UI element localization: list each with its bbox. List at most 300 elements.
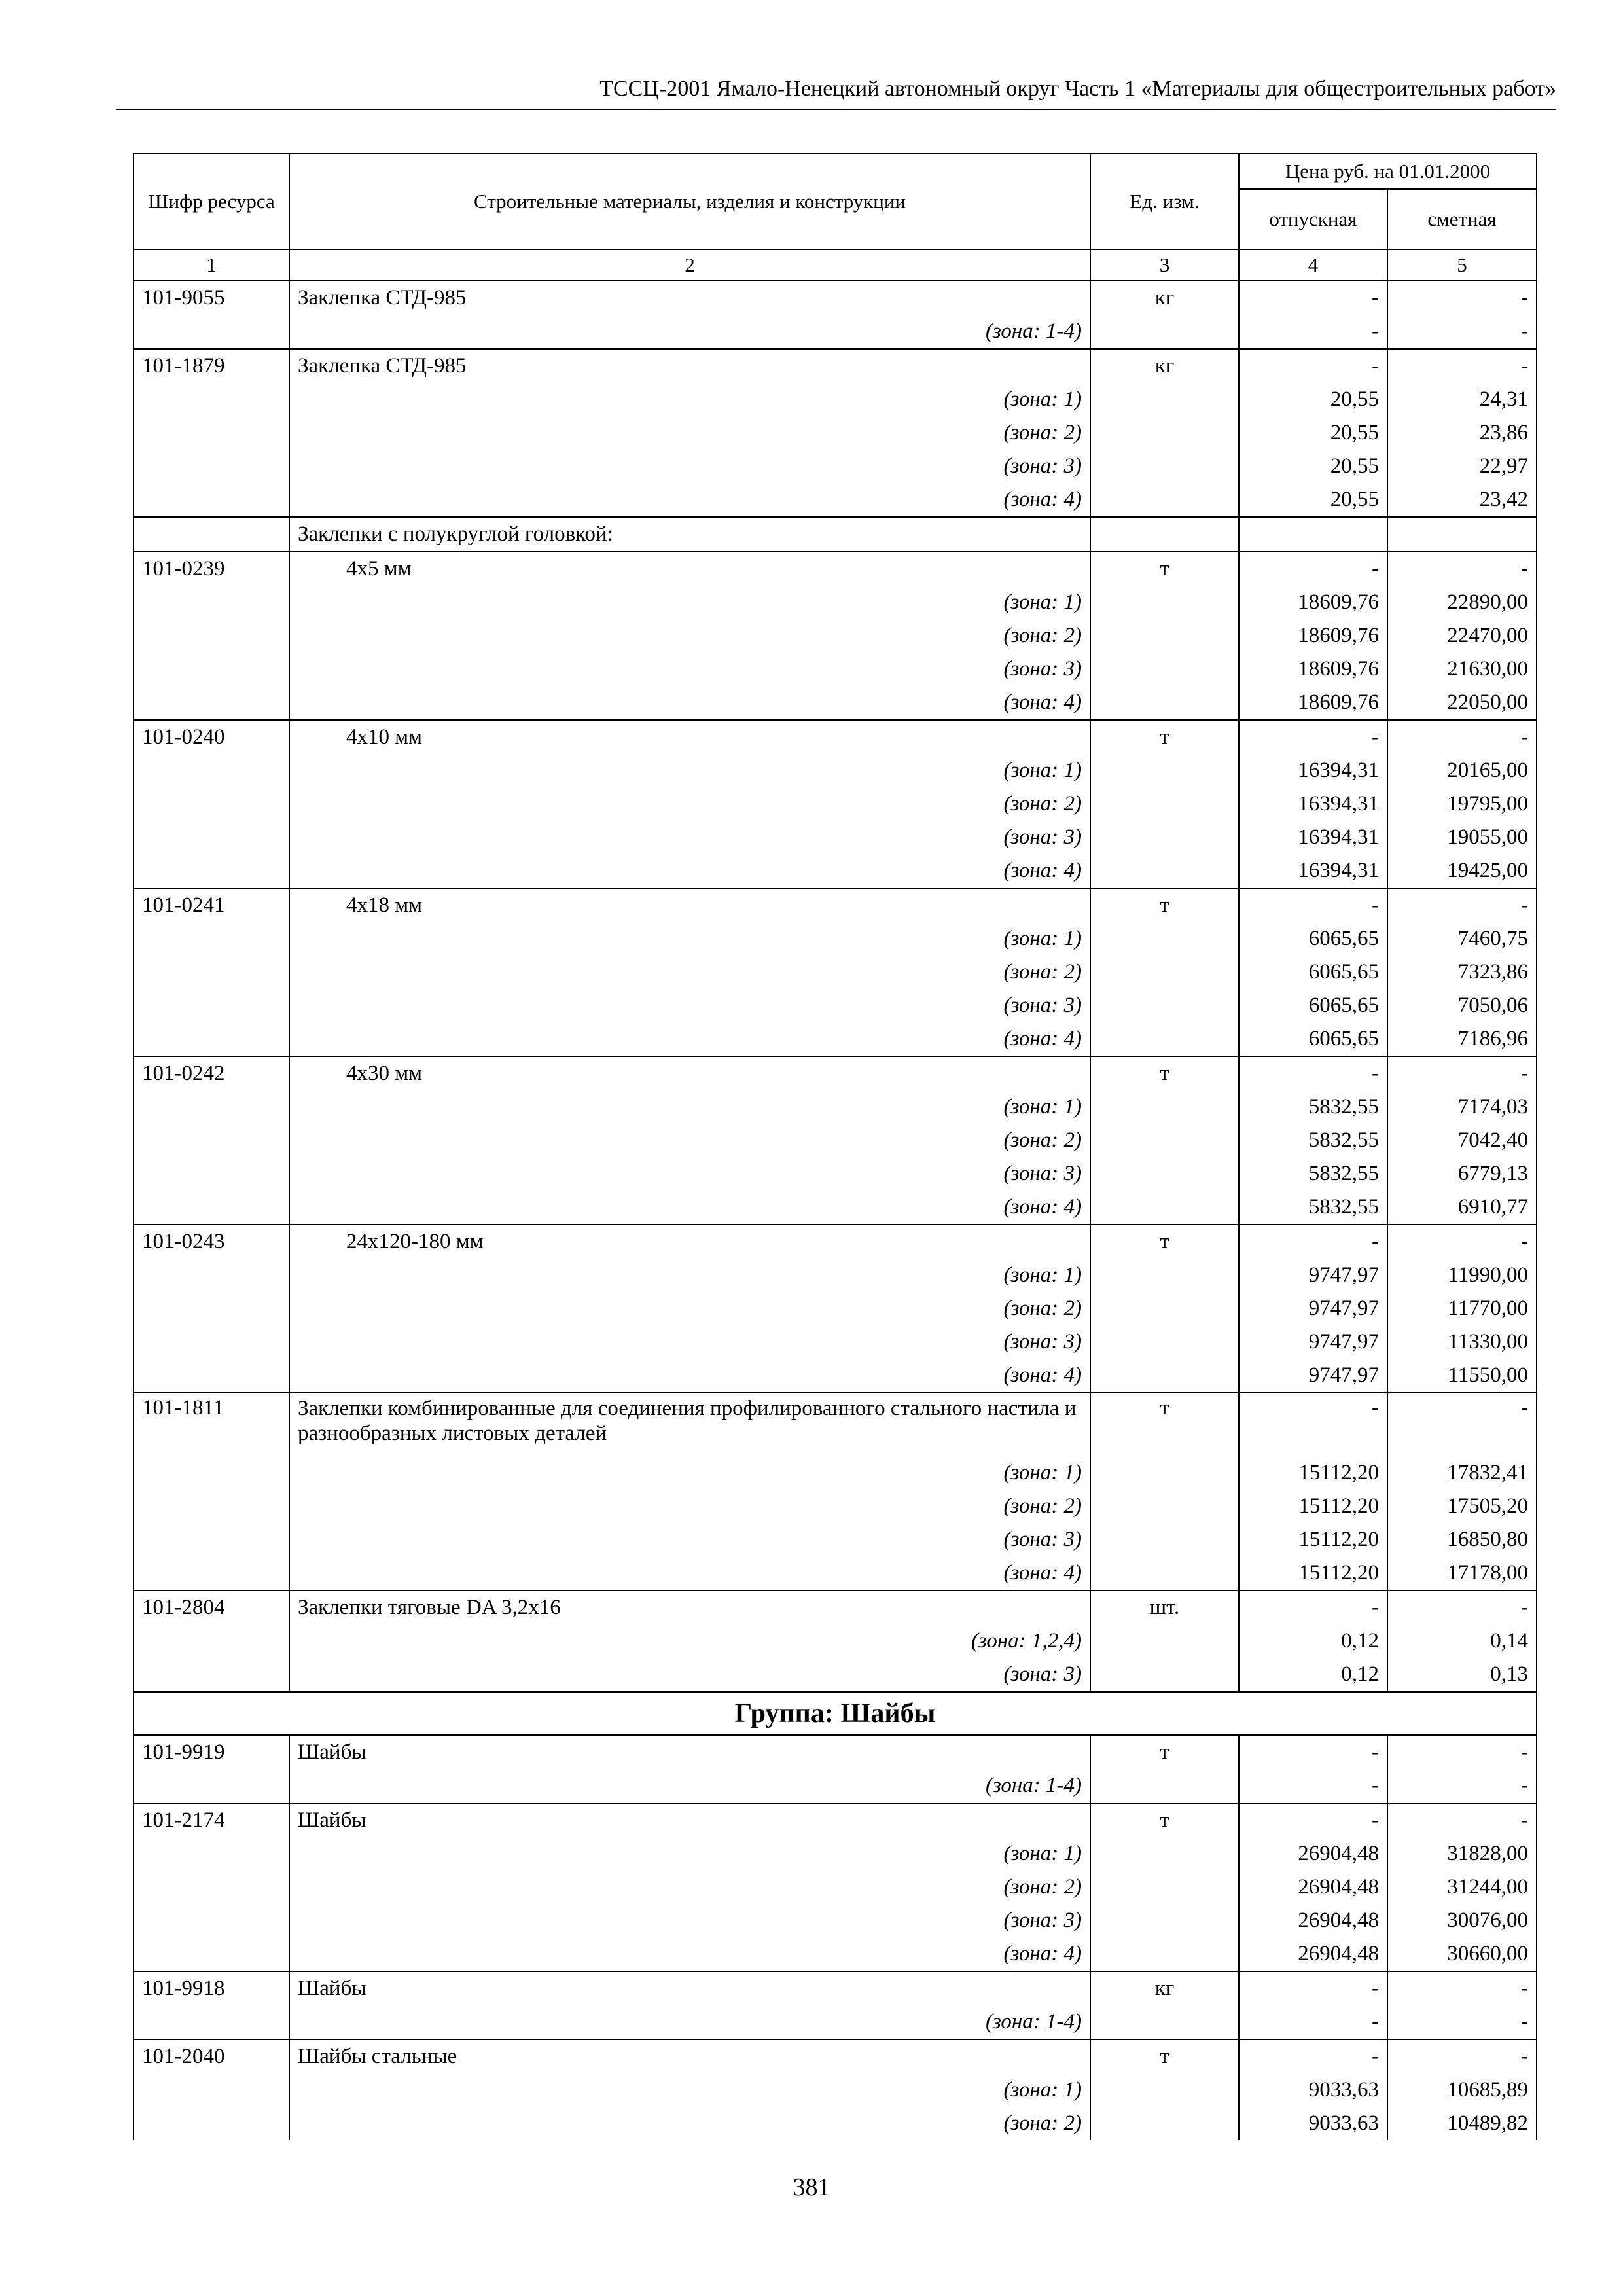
- estimate-price: 16850,80: [1387, 1523, 1537, 1556]
- material-name: [289, 1056, 1090, 1090]
- unit-cell: т: [1090, 1056, 1239, 1090]
- release-price: 9747,97: [1239, 1259, 1387, 1292]
- resource-code: [134, 754, 289, 787]
- release-price: 16394,31: [1239, 854, 1387, 888]
- group-heading: Группа: Шайбы: [134, 1692, 1537, 1735]
- zone-label: (зона: 1): [289, 1456, 1090, 1490]
- zone-label: (зона: 2): [289, 956, 1090, 989]
- material-name-text: 4х5 мм: [346, 557, 412, 581]
- resource-code: 101-1811: [134, 1393, 289, 1456]
- resource-code: 101-0239: [134, 552, 289, 586]
- zone-row: [134, 1090, 1537, 1124]
- resource-code: 101-2174: [134, 1803, 289, 1837]
- release-price: -: [1239, 1056, 1387, 1090]
- header-name: Строительные материалы, изделия и конструкции: [289, 154, 1090, 249]
- zone-label: (зона: 1): [289, 922, 1090, 956]
- release-price: 9747,97: [1239, 1325, 1387, 1359]
- header-col-number: 4: [1239, 249, 1387, 281]
- estimate-price: 17178,00: [1387, 1556, 1537, 1590]
- resource-code: [134, 1456, 289, 1490]
- zone-row: [134, 1022, 1537, 1056]
- zone-label: (зона: 4): [289, 854, 1090, 888]
- material-name: Шайбы: [289, 1735, 1090, 1769]
- resource-code: [134, 821, 289, 854]
- zone-label: (зона: 1-4): [289, 315, 1090, 349]
- unit-cell: кг: [1090, 1971, 1239, 2005]
- zone-label: (зона: 3): [289, 1157, 1090, 1191]
- zone-label: (зона: 1,2,4): [289, 1624, 1090, 1658]
- unit-cell: т: [1090, 720, 1239, 754]
- release-price: 6065,65: [1239, 956, 1387, 989]
- unit-cell: [1090, 383, 1239, 416]
- header-unit: Ед. изм.: [1090, 154, 1239, 249]
- unit-cell: [1090, 1359, 1239, 1393]
- unit-cell: [1090, 854, 1239, 888]
- unit-cell: т: [1090, 1735, 1239, 1769]
- zone-row: [134, 1769, 1537, 1803]
- resource-code: [134, 1090, 289, 1124]
- estimate-price: -: [1387, 315, 1537, 349]
- estimate-price: -: [1387, 1056, 1537, 1090]
- estimate-price: 19425,00: [1387, 854, 1537, 888]
- zone-row: [134, 686, 1537, 720]
- resource-code: [134, 686, 289, 720]
- unit-cell: т: [1090, 1225, 1239, 1259]
- table-row: [134, 1590, 1537, 1624]
- unit-cell: [1090, 1325, 1239, 1359]
- resource-code: [134, 619, 289, 653]
- resource-code: 101-0242: [134, 1056, 289, 1090]
- estimate-price: 22890,00: [1387, 586, 1537, 619]
- zone-label: (зона: 1): [289, 2073, 1090, 2107]
- unit-cell: [1090, 821, 1239, 854]
- resource-code: [134, 787, 289, 821]
- zone-row: [134, 2107, 1537, 2140]
- resource-code: [134, 1191, 289, 1225]
- resource-code: [134, 1359, 289, 1393]
- zone-row: [134, 1292, 1537, 1325]
- table-row: [134, 552, 1537, 586]
- estimate-price: 22050,00: [1387, 686, 1537, 720]
- resource-code: 101-0243: [134, 1225, 289, 1259]
- release-price: 20,55: [1239, 483, 1387, 517]
- resource-code: [134, 1124, 289, 1157]
- zone-label: (зона: 3): [289, 1658, 1090, 1692]
- unit-cell: [1090, 1090, 1239, 1124]
- unit-cell: [1090, 956, 1239, 989]
- resource-code: 101-1879: [134, 349, 289, 383]
- resource-code: [134, 315, 289, 349]
- release-price: -: [1239, 1803, 1387, 1837]
- resource-code: [134, 1490, 289, 1523]
- unit-cell: [1090, 450, 1239, 483]
- zone-label: (зона: 3): [289, 1523, 1090, 1556]
- zone-label: (зона: 2): [289, 1124, 1090, 1157]
- table-row: [134, 1735, 1537, 1769]
- zone-row: [134, 1556, 1537, 1590]
- resource-code: [134, 1904, 289, 1937]
- estimate-price: -: [1387, 552, 1537, 586]
- estimate-price: 30076,00: [1387, 1904, 1537, 1937]
- zone-label: (зона: 2): [289, 1292, 1090, 1325]
- resource-code: [134, 2107, 289, 2140]
- release-price: 15112,20: [1239, 1523, 1387, 1556]
- zone-row: [134, 416, 1537, 450]
- zone-label: (зона: 3): [289, 450, 1090, 483]
- zone-label: (зона: 1): [289, 1090, 1090, 1124]
- resource-code: 101-2804: [134, 1590, 289, 1624]
- release-price: -: [1239, 1735, 1387, 1769]
- zone-row: [134, 854, 1537, 888]
- material-name: [289, 888, 1090, 922]
- unit-cell: кг: [1090, 349, 1239, 383]
- release-price: 20,55: [1239, 383, 1387, 416]
- zone-row: [134, 922, 1537, 956]
- material-name: Шайбы: [289, 1971, 1090, 2005]
- unit-cell: [1090, 1658, 1239, 1692]
- release-price: -: [1239, 888, 1387, 922]
- table-header: [134, 154, 1537, 281]
- unit-cell: [1090, 1769, 1239, 1803]
- zone-row: [134, 483, 1537, 517]
- unit-cell: [1090, 315, 1239, 349]
- zone-label: (зона: 1): [289, 754, 1090, 787]
- zone-row: [134, 1937, 1537, 1971]
- release-price: -: [1239, 720, 1387, 754]
- unit-cell: шт.: [1090, 1590, 1239, 1624]
- release-price: 26904,48: [1239, 1937, 1387, 1971]
- zone-row: [134, 1124, 1537, 1157]
- unit-cell: т: [1090, 888, 1239, 922]
- resource-code: [134, 1769, 289, 1803]
- release-price: 9033,63: [1239, 2107, 1387, 2140]
- release-price: 0,12: [1239, 1624, 1387, 1658]
- estimate-price: 17832,41: [1387, 1456, 1537, 1490]
- zone-label: (зона: 4): [289, 1191, 1090, 1225]
- resource-code: [134, 383, 289, 416]
- estimate-price: 10685,89: [1387, 2073, 1537, 2107]
- estimate-price: 31244,00: [1387, 1871, 1537, 1904]
- zone-label: (зона: 2): [289, 416, 1090, 450]
- unit-cell: [1090, 1191, 1239, 1225]
- resource-code: [134, 989, 289, 1022]
- unit-cell: т: [1090, 2039, 1239, 2073]
- estimate-price: 22,97: [1387, 450, 1537, 483]
- estimate-price: 7174,03: [1387, 1090, 1537, 1124]
- unit-cell: [1090, 2073, 1239, 2107]
- zone-row: [134, 956, 1537, 989]
- zone-label: (зона: 2): [289, 2107, 1090, 2140]
- release-price: 15112,20: [1239, 1490, 1387, 1523]
- estimate-price: 7323,86: [1387, 956, 1537, 989]
- estimate-price: 21630,00: [1387, 653, 1537, 686]
- release-price: -: [1239, 2039, 1387, 2073]
- page-number: 381: [793, 2174, 830, 2201]
- header-release-price: отпускная: [1239, 189, 1387, 249]
- material-name: [289, 720, 1090, 754]
- release-price: 20,55: [1239, 416, 1387, 450]
- group-heading-row: [134, 1692, 1537, 1735]
- resource-code: [134, 483, 289, 517]
- table-body: [134, 281, 1537, 2140]
- resource-code: [134, 416, 289, 450]
- resource-code: [134, 653, 289, 686]
- unit-cell: [1090, 619, 1239, 653]
- release-price: 0,12: [1239, 1658, 1387, 1692]
- resource-code: [134, 450, 289, 483]
- unit-cell: кг: [1090, 281, 1239, 315]
- zone-label: (зона: 4): [289, 483, 1090, 517]
- zone-label: (зона: 1): [289, 1837, 1090, 1871]
- estimate-price: -: [1387, 2005, 1537, 2039]
- zone-row: [134, 1456, 1537, 1490]
- release-price: 5832,55: [1239, 1157, 1387, 1191]
- unit-cell: [1090, 1624, 1239, 1658]
- zone-label: (зона: 2): [289, 619, 1090, 653]
- table-row: [134, 349, 1537, 383]
- unit-cell: [1090, 1871, 1239, 1904]
- release-price: -: [1239, 2005, 1387, 2039]
- table-row: [134, 1971, 1537, 2005]
- release-price: -: [1239, 1225, 1387, 1259]
- material-name-text: 4х18 мм: [346, 893, 423, 917]
- release-price: 5832,55: [1239, 1090, 1387, 1124]
- resource-code: [134, 2073, 289, 2107]
- zone-row: [134, 2005, 1537, 2039]
- unit-cell: [1090, 483, 1239, 517]
- unit-cell: [1090, 2107, 1239, 2140]
- zone-label: (зона: 1): [289, 1259, 1090, 1292]
- zone-label: (зона: 2): [289, 1490, 1090, 1523]
- estimate-price: -: [1387, 349, 1537, 383]
- resource-code: [134, 1624, 289, 1658]
- unit-cell: [1090, 586, 1239, 619]
- resource-code: [134, 1022, 289, 1056]
- estimate-price: 7042,40: [1387, 1124, 1537, 1157]
- table-row: [134, 720, 1537, 754]
- subheading-text: Заклепки с полукруглой головкой:: [289, 517, 1090, 552]
- resource-code: [134, 2005, 289, 2039]
- zone-row: [134, 1359, 1537, 1393]
- unit-cell: [1090, 2005, 1239, 2039]
- release-price: 15112,20: [1239, 1456, 1387, 1490]
- estimate-price: 6779,13: [1387, 1157, 1537, 1191]
- release-price: 5832,55: [1239, 1124, 1387, 1157]
- estimate-price: 24,31: [1387, 383, 1537, 416]
- zone-row: [134, 1157, 1537, 1191]
- unit-cell: [1090, 1937, 1239, 1971]
- estimate-price: 19795,00: [1387, 787, 1537, 821]
- estimate-price: -: [1387, 1393, 1537, 1456]
- estimate-price: 17505,20: [1387, 1490, 1537, 1523]
- unit-cell: [1090, 1259, 1239, 1292]
- zone-row: [134, 450, 1537, 483]
- header-price: Цена руб. на 01.01.2000: [1239, 154, 1537, 189]
- zone-row: [134, 787, 1537, 821]
- unit-cell: [1090, 1022, 1239, 1056]
- zone-label: (зона: 1-4): [289, 2005, 1090, 2039]
- zone-row: [134, 2073, 1537, 2107]
- zone-row: [134, 586, 1537, 619]
- unit-cell: [1090, 1556, 1239, 1590]
- price-cell: [1387, 517, 1537, 552]
- table-row: [134, 1803, 1537, 1837]
- resource-code: [134, 1292, 289, 1325]
- header-col-number: 1: [134, 249, 289, 281]
- zone-label: (зона: 1): [289, 586, 1090, 619]
- unit-cell: [1090, 1904, 1239, 1937]
- estimate-price: 19055,00: [1387, 821, 1537, 854]
- release-price: 26904,48: [1239, 1904, 1387, 1937]
- table-row: [134, 1056, 1537, 1090]
- unit-cell: [1090, 1523, 1239, 1556]
- material-name: [289, 552, 1090, 586]
- resource-code: [134, 922, 289, 956]
- unit-cell: [1090, 517, 1239, 552]
- zone-label: (зона: 4): [289, 1556, 1090, 1590]
- header-code: Шифр ресурса: [134, 154, 289, 249]
- zone-row: [134, 989, 1537, 1022]
- zone-row: [134, 1624, 1537, 1658]
- release-price: 9747,97: [1239, 1359, 1387, 1393]
- zone-label: (зона: 2): [289, 1871, 1090, 1904]
- material-name: Шайбы: [289, 1803, 1090, 1837]
- material-name-text: 4х30 мм: [346, 1062, 423, 1085]
- material-name: Заклепка СТД-985: [289, 349, 1090, 383]
- release-price: 20,55: [1239, 450, 1387, 483]
- release-price: -: [1239, 1971, 1387, 2005]
- table-row: [134, 1225, 1537, 1259]
- release-price: 16394,31: [1239, 754, 1387, 787]
- unit-cell: [1090, 686, 1239, 720]
- resource-code: [134, 586, 289, 619]
- release-price: 26904,48: [1239, 1837, 1387, 1871]
- zone-label: (зона: 3): [289, 821, 1090, 854]
- zone-label: (зона: 3): [289, 653, 1090, 686]
- resource-code: [134, 1523, 289, 1556]
- table-row: [134, 888, 1537, 922]
- release-price: 16394,31: [1239, 821, 1387, 854]
- unit-cell: [1090, 1456, 1239, 1490]
- material-name-text: 4х10 мм: [346, 725, 423, 749]
- release-price: 9747,97: [1239, 1292, 1387, 1325]
- release-price: -: [1239, 552, 1387, 586]
- resource-code: [134, 1837, 289, 1871]
- estimate-price: 31828,00: [1387, 1837, 1537, 1871]
- release-price: -: [1239, 1590, 1387, 1624]
- release-price: 6065,65: [1239, 989, 1387, 1022]
- resource-code: [134, 956, 289, 989]
- unit-cell: [1090, 989, 1239, 1022]
- resource-code: [134, 1556, 289, 1590]
- unit-cell: [1090, 922, 1239, 956]
- zone-label: (зона: 4): [289, 686, 1090, 720]
- estimate-price: 23,86: [1387, 416, 1537, 450]
- resource-code: [134, 1259, 289, 1292]
- estimate-price: 22470,00: [1387, 619, 1537, 653]
- resource-code: 101-9055: [134, 281, 289, 315]
- estimate-price: 11990,00: [1387, 1259, 1537, 1292]
- estimate-price: 11330,00: [1387, 1325, 1537, 1359]
- release-price: -: [1239, 1393, 1387, 1456]
- header-col-number: 5: [1387, 249, 1537, 281]
- estimate-price: 7186,96: [1387, 1022, 1537, 1056]
- resource-code: 101-0241: [134, 888, 289, 922]
- release-price: 18609,76: [1239, 653, 1387, 686]
- zone-label: (зона: 3): [289, 989, 1090, 1022]
- table-row: [134, 281, 1537, 315]
- header-estimate-price: сметная: [1387, 189, 1537, 249]
- release-price: 18609,76: [1239, 619, 1387, 653]
- price-table: [133, 153, 1537, 2140]
- zone-row: [134, 619, 1537, 653]
- price-cell: [1239, 517, 1387, 552]
- unit-cell: [1090, 653, 1239, 686]
- unit-cell: [1090, 416, 1239, 450]
- resource-code: 101-9918: [134, 1971, 289, 2005]
- resource-code: [134, 1658, 289, 1692]
- unit-cell: [1090, 1124, 1239, 1157]
- estimate-price: 11550,00: [1387, 1359, 1537, 1393]
- resource-code: 101-9919: [134, 1735, 289, 1769]
- table-row: [134, 2039, 1537, 2073]
- zone-row: [134, 653, 1537, 686]
- material-name-text: 24х120-180 мм: [346, 1230, 484, 1253]
- subheading-row: [134, 517, 1537, 552]
- unit-cell: т: [1090, 552, 1239, 586]
- zone-label: (зона: 4): [289, 1937, 1090, 1971]
- zone-row: [134, 1658, 1537, 1692]
- unit-cell: т: [1090, 1393, 1239, 1456]
- estimate-price: -: [1387, 1590, 1537, 1624]
- zone-row: [134, 1871, 1537, 1904]
- estimate-price: 20165,00: [1387, 754, 1537, 787]
- resource-code: [134, 1157, 289, 1191]
- resource-code: [134, 854, 289, 888]
- zone-label: (зона: 1-4): [289, 1769, 1090, 1803]
- unit-cell: т: [1090, 1803, 1239, 1837]
- release-price: 18609,76: [1239, 586, 1387, 619]
- release-price: -: [1239, 281, 1387, 315]
- material-name: Шайбы стальные: [289, 2039, 1090, 2073]
- zone-row: [134, 1904, 1537, 1937]
- resource-code: [134, 1871, 289, 1904]
- estimate-price: -: [1387, 1225, 1537, 1259]
- zone-row: [134, 315, 1537, 349]
- release-price: 6065,65: [1239, 1022, 1387, 1056]
- release-price: -: [1239, 315, 1387, 349]
- estimate-price: 7050,06: [1387, 989, 1537, 1022]
- zone-label: (зона: 1): [289, 383, 1090, 416]
- resource-code: [134, 1937, 289, 1971]
- release-price: 5832,55: [1239, 1191, 1387, 1225]
- zone-row: [134, 1325, 1537, 1359]
- release-price: 18609,76: [1239, 686, 1387, 720]
- zone-row: [134, 1259, 1537, 1292]
- release-price: -: [1239, 1769, 1387, 1803]
- table-row: [134, 1393, 1537, 1456]
- estimate-price: 7460,75: [1387, 922, 1537, 956]
- estimate-price: 11770,00: [1387, 1292, 1537, 1325]
- zone-row: [134, 383, 1537, 416]
- resource-code: [134, 517, 289, 552]
- unit-cell: [1090, 1837, 1239, 1871]
- zone-label: (зона: 3): [289, 1325, 1090, 1359]
- release-price: -: [1239, 349, 1387, 383]
- resource-code: [134, 1325, 289, 1359]
- estimate-price: 30660,00: [1387, 1937, 1537, 1971]
- header-col-number: 3: [1090, 249, 1239, 281]
